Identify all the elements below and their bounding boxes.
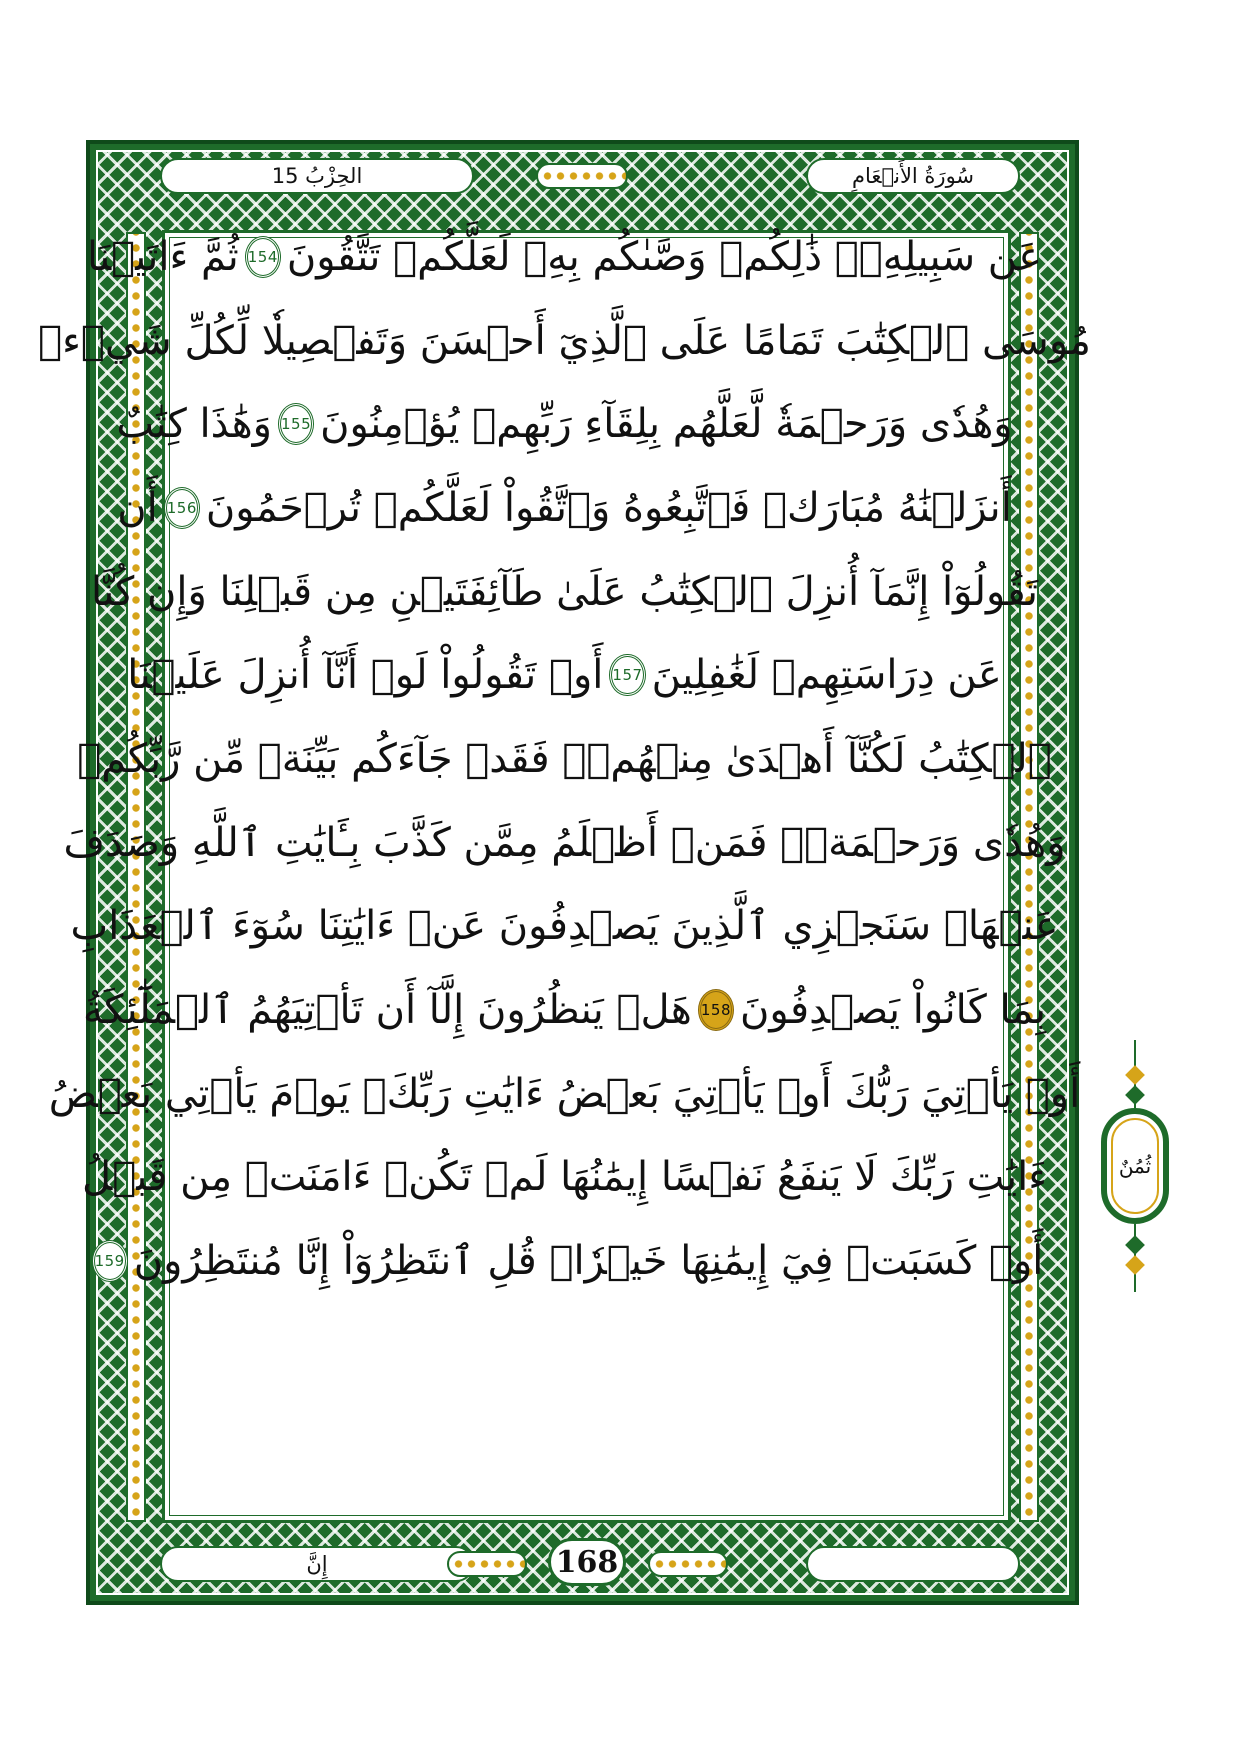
page-number: 168: [548, 1538, 626, 1586]
line-text: مُوسَى ٱلۡكِتَٰبَ تَمَامًا عَلَى ٱلَّذِيٓ أَحۡسَنَ وَتَفۡصِيلٗا لِّكُلِّ شَيۡءٖ: [38, 317, 1091, 364]
line-text: ثُمَّ ءَاتَيۡنَا: [86, 233, 239, 280]
text-line: [48, 1052, 1081, 1136]
ayah-marker: 156: [164, 487, 200, 529]
line-text: أَوۡ يَأۡتِيَ رَبُّكَ أَوۡ يَأۡتِيَ بَعۡضُ ءَايَٰتِ رَبِّكَۗ يَوۡمَ يَأۡتِي بَعۡضُ: [48, 1070, 1081, 1117]
thumun-medallion: [1101, 1108, 1169, 1224]
text-line: [94, 1219, 1044, 1303]
text-line: [117, 466, 1012, 550]
line-text: وَهُدٗى وَرَحۡمَةٗ لَّعَلَّهُم بِلِقَآءِ رَبِّهِمۡ يُؤۡمِنُونَ: [320, 401, 1013, 448]
ayah-marker: 155: [278, 403, 314, 445]
text-line: [116, 382, 1013, 466]
text-line: [127, 633, 1002, 717]
line-text: أَوۡ تَقُولُواْ لَوۡ أَنَّآ أُنزِلَ عَلَيۡنَا: [127, 652, 604, 699]
line-text: عَنۡهَاۗ سَنَجۡزِي ٱلَّذِينَ يَصۡدِفُونَ عَنۡ ءَايَٰتِنَا سُوٓءَ ٱلۡعَذَابِ: [70, 903, 1059, 950]
line-text: تَقُولُوٓاْ إِنَّمَآ أُنزِلَ ٱلۡكِتَٰبُ عَلَىٰ طَآئِفَتَيۡنِ مِن قَبۡلِنَا وَإِن كُنَّا: [90, 568, 1039, 615]
hizb-label: الحِزْبُ 15: [271, 164, 363, 188]
line-text: وَهَٰذَا كِتَٰبٌ: [116, 401, 272, 448]
footer-ornament-left: [447, 1551, 527, 1577]
ornament-diamond: [1125, 1255, 1145, 1275]
footer-right-plaque: [806, 1546, 1020, 1582]
surah-plaque: [806, 158, 1020, 194]
text-line: [77, 717, 1052, 801]
line-text: ءَايَٰتِ رَبِّكَ لَا يَنفَعُ نَفۡسًا إِيمَٰنُهَا لَمۡ تَكُنۡ ءَامَنَتۡ مِن قَبۡلُ: [81, 1154, 1048, 1201]
hizb-plaque: [160, 158, 474, 194]
ayah-marker: 154: [245, 236, 281, 278]
line-text: وَهُدٗى وَرَحۡمَةٞۚ فَمَنۡ أَظۡلَمُ مِمَّن كَذَّبَ بِـَٔايَٰتِ ٱللَّهِ وَصَدَفَ: [63, 819, 1066, 866]
line-text: بِمَا كَانُواْ يَصۡدِفُونَ: [740, 987, 1047, 1034]
quran-text: [38, 215, 1091, 1303]
catchword-plaque: [160, 1546, 474, 1582]
catchword: إِنَّ: [306, 1552, 328, 1576]
right-dotted-strip: [1019, 232, 1039, 1522]
ayah-marker-highlighted: 158: [698, 989, 734, 1031]
ornament-diamond: [1125, 1235, 1145, 1255]
footer-ornament-right: [648, 1551, 728, 1577]
ayah-marker: 159: [92, 1240, 128, 1282]
text-line: [81, 1136, 1048, 1220]
line-text: أَنزَلۡنَٰهُ مُبَارَكٞ فَٱتَّبِعُوهُ وَٱتَّقُواْ لَعَلَّكُمۡ تُرۡحَمُونَ: [205, 484, 1012, 531]
line-text: أَن: [117, 484, 158, 531]
line-text: عَن دِرَاسَتِهِمۡ لَغَٰفِلِينَ: [651, 652, 1002, 699]
line-text: هَلۡ يَنظُرُونَ إِلَّآ أَن تَأۡتِيَهُمُ ٱلۡمَلَٰٓئِكَةُ: [82, 987, 692, 1034]
ornament-diamond: [1125, 1065, 1145, 1085]
line-text: أَوۡ كَسَبَتۡ فِيٓ إِيمَٰنِهَا خَيۡرٗاۗ قُلِ ٱنتَظِرُوٓاْ إِنَّا مُنتَظِرُونَ: [133, 1238, 1044, 1285]
line-text: ٱلۡكِتَٰبُ لَكُنَّآ أَهۡدَىٰ مِنۡهُمۡۚ فَقَدۡ جَآءَكُم بَيِّنَةٞ مِّن رَّبِّكُمۡ: [77, 735, 1052, 782]
text-line: [70, 885, 1059, 969]
ornament-diamond: [1125, 1085, 1145, 1105]
text-line: [86, 215, 1043, 299]
surah-name: سُورَةُ الأَنۡعَامِ: [851, 164, 975, 188]
header-ornament: [536, 163, 628, 189]
text-line: [38, 299, 1091, 383]
text-line: [90, 550, 1039, 634]
line-text: عَن سَبِيلِهِۦۚ ذَٰلِكُمۡ وَصَّىٰكُم بِهِۦ لَعَلَّكُمۡ تَتَّقُونَ: [286, 233, 1043, 280]
ayah-marker: 157: [609, 654, 645, 696]
text-line: [82, 968, 1047, 1052]
quarter-mark-label: ثُمُنٌ: [1118, 1154, 1152, 1178]
text-line: [63, 801, 1066, 885]
